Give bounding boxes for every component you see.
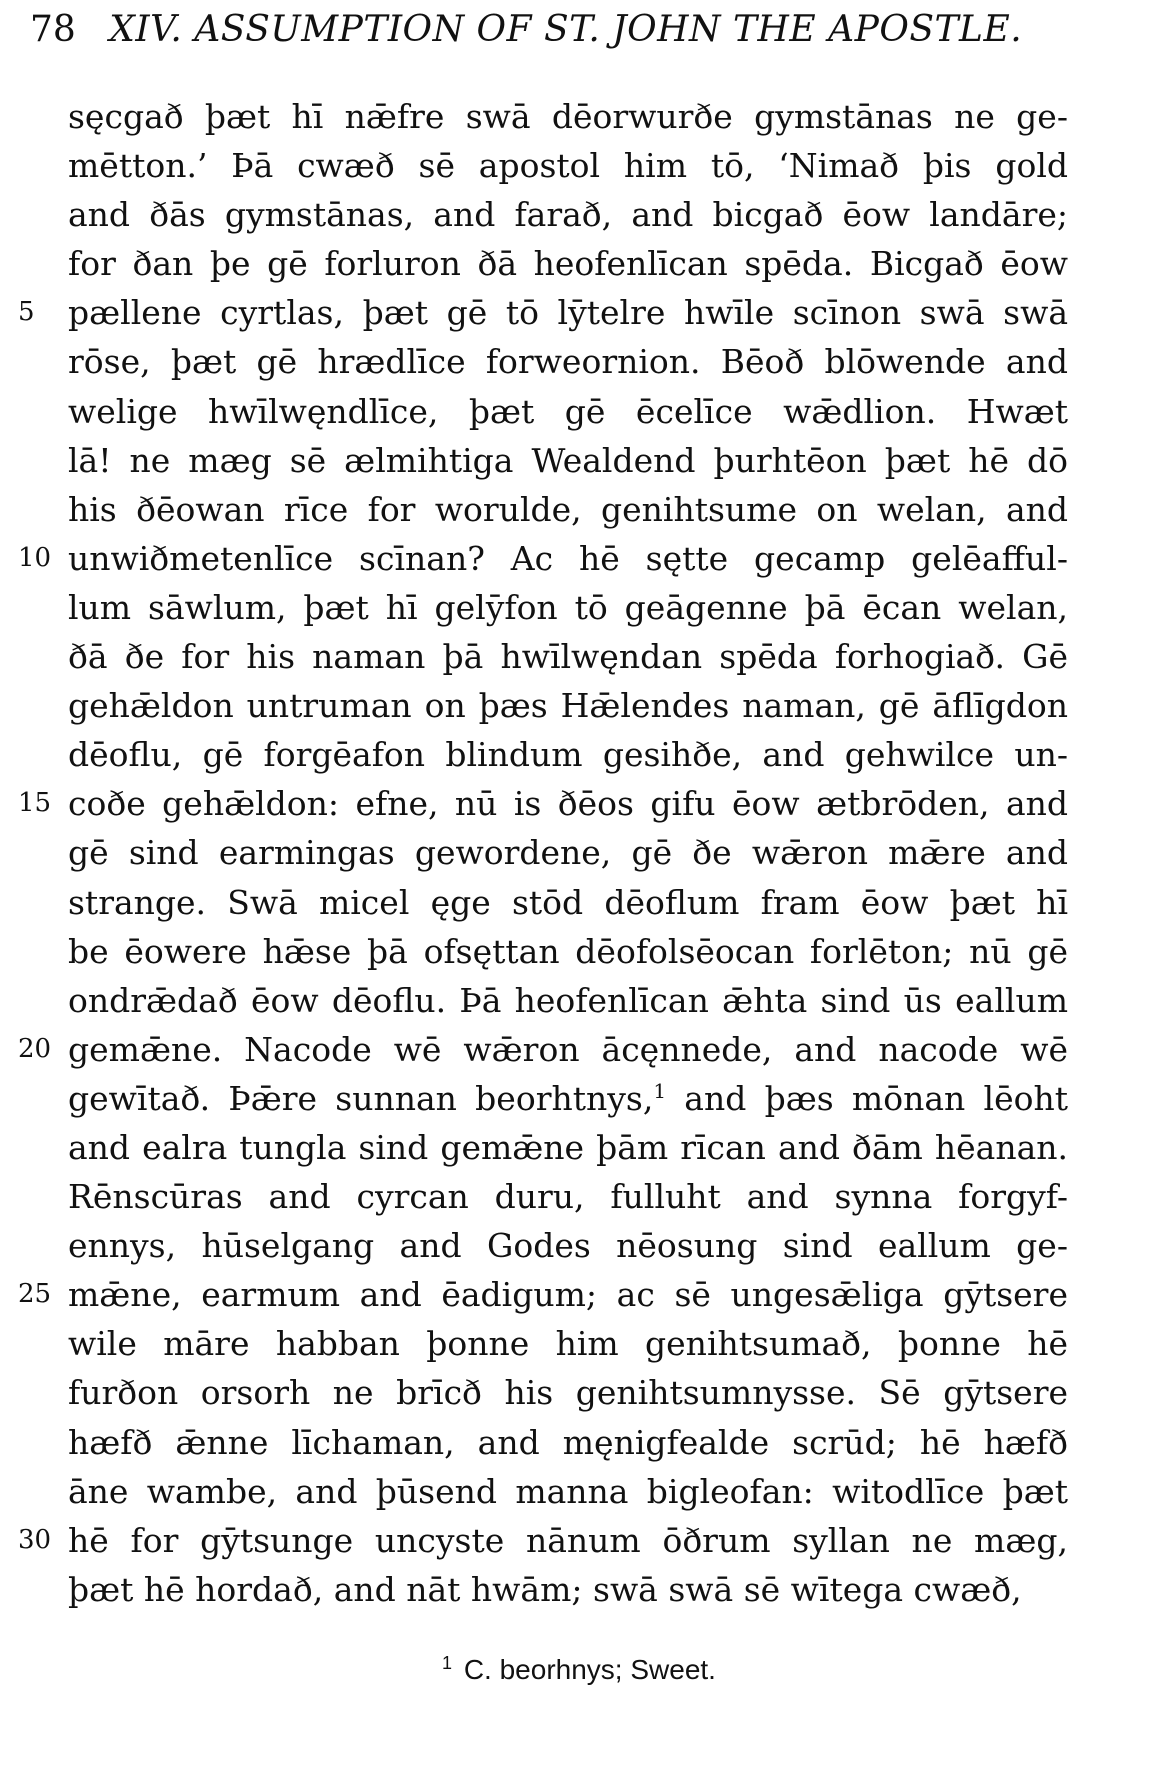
text-line (68, 337, 1068, 386)
text-line (18, 288, 1068, 337)
text-line (68, 878, 1068, 927)
page-header (30, 6, 1090, 54)
text-line (68, 583, 1068, 632)
line-text: mǣne, earmum and ēadigum; ac sē ungesǣliga gȳtsere (68, 1275, 1068, 1315)
line-text: be ēowere hǣse þā ofsęttan dēofolsēocan forlēton; nū gē (68, 931, 1068, 971)
line-number: 25 (18, 1279, 52, 1310)
line-text: ennys, hūselgang and Godes nēosung sind eallum ge- (68, 1226, 1068, 1266)
text-line (68, 190, 1068, 239)
line-text: lā! ne mæg sē ælmihtiga Wealdend þurhtēon þæt hē dō (68, 440, 1068, 480)
line-text: hē for gȳtsunge uncyste nānum ōðrum syllan ne mæg, (68, 1520, 1068, 1560)
line-text: wile māre habban þonne him genihtsumað, þonne hē (68, 1324, 1068, 1364)
line-text: coðe gehǣldon: efne, nū is ðēos gifu ēow ætbrōden, and (68, 784, 1068, 824)
line-text: gē sind earmingas gewordene, gē ðe wǣron mǣre and (68, 833, 1068, 873)
line-text: unwiðmetenlīce scīnan? Ac hē sętte gecamp gelēafful- (68, 538, 1068, 578)
line-text: dēoflu, gē forgēafon blindum gesihðe, and gehwilce un- (68, 735, 1068, 775)
text-line (68, 92, 1068, 141)
text-line (68, 387, 1068, 436)
line-text: gemǣne. Nacode wē wǣron ācęnnede, and nacode wē (68, 1029, 1068, 1069)
line-text: his ðēowan rīce for worulde, genihtsume on welan, and (68, 489, 1068, 529)
text-line (18, 1516, 1068, 1565)
text-line (68, 681, 1068, 730)
line-text: for ðan þe gē forluron ðā heofenlīcan spēda. Bicgað ēow (68, 244, 1068, 284)
text-line (68, 828, 1068, 877)
text-line (68, 141, 1068, 190)
line-text: pællene cyrtlas, þæt gē tō lȳtelre hwīle scīnon swā swā (68, 293, 1068, 333)
text-line (18, 534, 1068, 583)
line-text: gewītað. Þǣre sunnan beorhtnys, (68, 1078, 654, 1118)
text-line (68, 1368, 1068, 1417)
line-text: furðon orsorh ne brīcð his genihtsumnysse. Sē gȳtsere (68, 1373, 1068, 1413)
line-text: and ealra tungla sind gemǣne þām rīcan and ðām hēanan. (68, 1127, 1068, 1167)
text-line (68, 485, 1068, 534)
text-line (68, 730, 1068, 779)
body-text (18, 92, 1068, 1614)
line-text: strange. Swā micel ęge stōd dēoflum fram ēow þæt hī (68, 882, 1068, 922)
line-text: lum sāwlum, þæt hī gelȳfon tō geāgenne þā ēcan welan, (68, 587, 1068, 627)
text-line (68, 976, 1068, 1025)
text-line (68, 1418, 1068, 1467)
text-line (68, 1074, 1068, 1123)
line-number: 20 (18, 1033, 52, 1064)
running-head: XIV. ASSUMPTION OF ST. JOHN THE APOSTLE. (109, 9, 1023, 50)
text-line (18, 779, 1068, 828)
line-text: welige hwīlwęndlīce, þæt gē ēcelīce wǣdlion. Hwæt (68, 391, 1068, 431)
text-line (68, 1172, 1068, 1221)
text-line (68, 1123, 1068, 1172)
line-text: ondrǣdað ēow dēoflu. Þā heofenlīcan ǣhta sind ūs eallum (68, 980, 1068, 1020)
line-number: 10 (18, 542, 52, 573)
line-text: rōse, þæt gē hrædlīce forweornion. Bēoð blōwende and (68, 342, 1068, 382)
line-text: þæt hē hordað, and nāt hwām; swā swā sē wītega cwæð, (68, 1569, 1022, 1609)
line-text: āne wambe, and þūsend manna bigleofan: witodlīce þæt (68, 1471, 1068, 1511)
line-text: sęcgað þæt hī nǣfre swā dēorwurðe gymstānas ne ge- (68, 97, 1068, 136)
text-line (68, 1221, 1068, 1270)
line-number: 30 (18, 1524, 52, 1555)
line-text: mētton.’ Þā cwæð sē apostol him tō, ‘Nimað þis gold (68, 146, 1068, 186)
line-text-continued: and þæs mōnan lēoht (666, 1078, 1068, 1118)
line-text: hæfð ǣnne līchaman, and męnigfealde scrūd; hē hæfð (68, 1422, 1068, 1462)
text-line (68, 927, 1068, 976)
line-text: ðā ðe for his naman þā hwīlwęndan spēda forhogiað. Gē (68, 637, 1068, 677)
line-number: 15 (18, 788, 52, 819)
text-line (68, 632, 1068, 681)
line-number: 5 (18, 297, 35, 328)
footnote-reference: 1 (653, 1078, 667, 1103)
text-line (68, 1319, 1068, 1368)
text-line (18, 1270, 1068, 1319)
text-line (68, 1565, 1068, 1614)
footnote-text: C. beorhnys; Sweet. (463, 1654, 716, 1685)
text-line (68, 239, 1068, 288)
line-text: Rēnscūras and cyrcan duru, fulluht and synna forgyf- (68, 1177, 1068, 1217)
text-line (18, 1025, 1068, 1074)
line-text: gehǣldon untruman on þæs Hǣlendes naman, gē āflīgdon (68, 686, 1068, 726)
text-line (68, 436, 1068, 485)
footnote-mark: 1 (442, 1652, 453, 1673)
footnote (0, 1652, 1158, 1688)
page-number: 78 (30, 9, 76, 50)
text-line (68, 1467, 1068, 1516)
line-text: and ðās gymstānas, and farað, and bicgað ēow landāre; (68, 195, 1068, 235)
